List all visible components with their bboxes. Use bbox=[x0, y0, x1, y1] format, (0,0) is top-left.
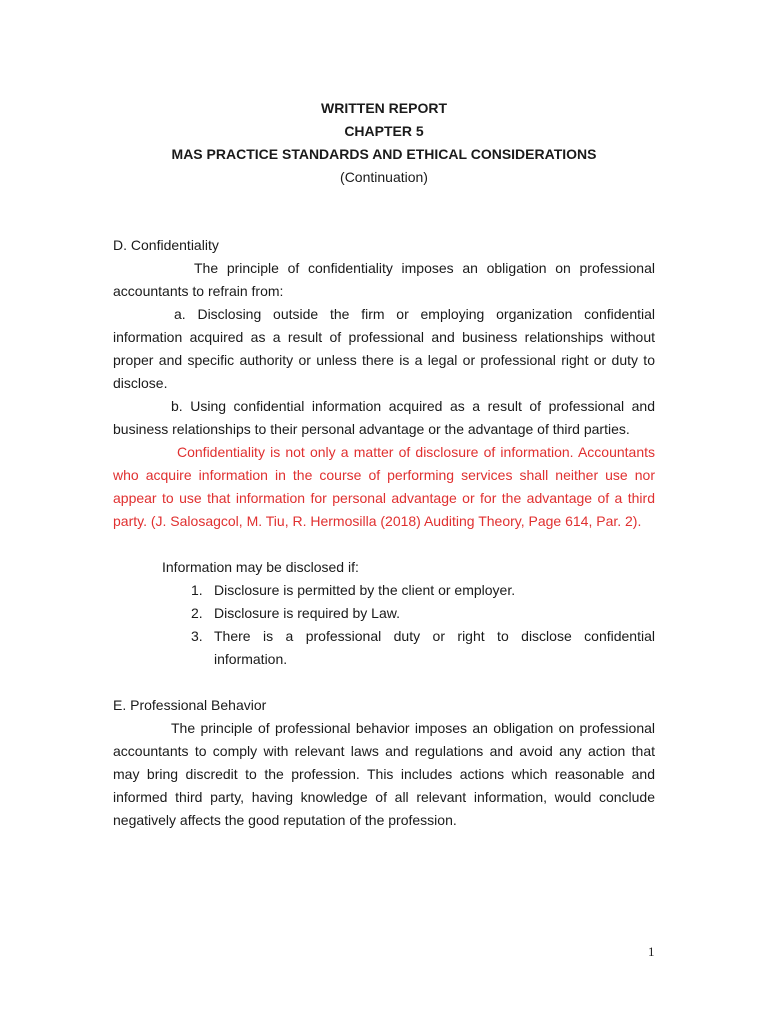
list-item bbox=[113, 602, 655, 625]
report-title: WRITTEN REPORT bbox=[321, 100, 447, 116]
list-item-text: There is a professional duty or right to disclose confidential information. bbox=[214, 628, 655, 667]
section-d-intro: The principle of confidentiality imposes an obligation on professional accountants to refrain from: bbox=[113, 260, 655, 299]
continuation-note: (Continuation) bbox=[340, 169, 428, 185]
list-item-number: 3. bbox=[191, 628, 203, 644]
page-number: 1 bbox=[648, 944, 655, 959]
spacer bbox=[113, 671, 655, 694]
spacer bbox=[113, 533, 655, 556]
report-body bbox=[113, 234, 655, 832]
section-e-heading: E. Professional Behavior bbox=[113, 697, 267, 713]
list-item-text: Disclosure is permitted by the client or employer. bbox=[214, 582, 516, 598]
section-d-item-a: a. Disclosing outside the firm or employing organization confidential information acquired as a result of professional and business relationships without proper and specific authority or unless there is a legal or professional right or duty to disclose. bbox=[113, 306, 655, 391]
citation-quote: Confidentiality is not only a matter of disclosure of information. Accountants who acquire information in the course of performing services shall neither use nor appear to use that information for personal advantage or for the advantage of a third party. (J. Salosagcol, M. Tiu, R. Hermosilla (2018) Auditing Theory, Page 614, Par. 2). bbox=[113, 444, 655, 529]
section-d-heading: D. Confidentiality bbox=[113, 237, 219, 253]
list-item-number: 2. bbox=[191, 605, 203, 621]
chapter-subtitle: MAS PRACTICE STANDARDS AND ETHICAL CONSIDERATIONS bbox=[171, 146, 597, 162]
list-item-text: Disclosure is required by Law. bbox=[214, 605, 400, 621]
list-item bbox=[113, 579, 655, 602]
disclosure-list bbox=[113, 579, 655, 671]
section-e-body: The principle of professional behavior imposes an obligation on professional accountants to comply with relevant laws and regulations and avoid any action that may bring discredit to the profession. This includes actions which reasonable and informed third party, having knowledge of all relevant information, would conclude negatively affects the good reputation of the profession. bbox=[113, 720, 655, 828]
list-item-number: 1. bbox=[191, 582, 203, 598]
section-d-item-b: b. Using confidential information acquired as a result of professional and business relationships to their personal advantage or the advantage of third parties. bbox=[113, 398, 655, 437]
chapter-label: CHAPTER 5 bbox=[344, 123, 424, 139]
disclosure-list-lead: Information may be disclosed if: bbox=[162, 559, 359, 575]
list-item bbox=[113, 625, 655, 671]
report-header bbox=[0, 97, 768, 189]
